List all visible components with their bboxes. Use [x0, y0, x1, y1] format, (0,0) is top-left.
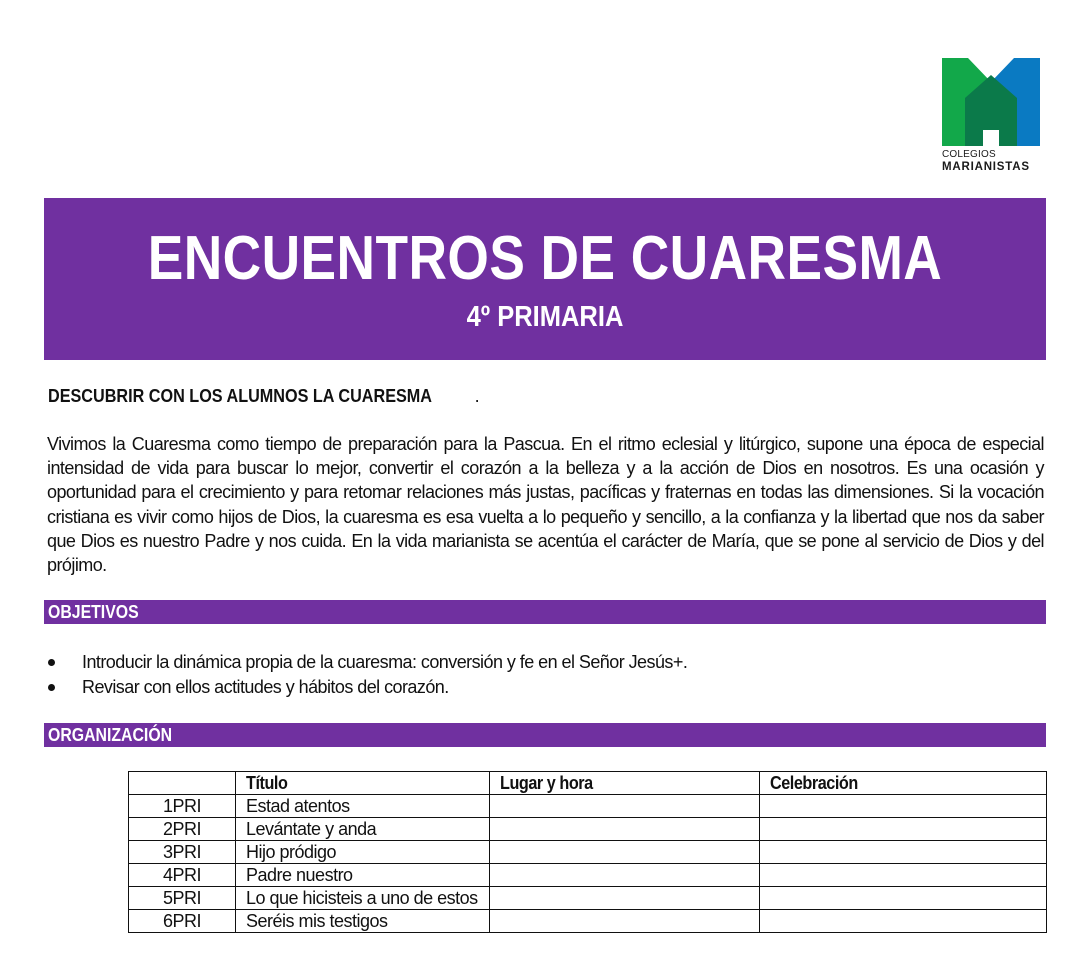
organization-table — [128, 771, 1047, 933]
list-item — [48, 650, 687, 675]
table-cell-celebration[interactable] — [760, 818, 1047, 841]
table-cell-title: Estad atentos — [236, 795, 490, 818]
table-cell-course: 4PRI — [129, 864, 236, 887]
table-cell-place-time[interactable] — [490, 864, 760, 887]
table-cell-title: Seréis mis testigos — [236, 910, 490, 933]
column-header — [129, 772, 236, 795]
colegios-marianistas-logo — [942, 58, 1040, 173]
section-title-organizacion: ORGANIZACIÓN — [48, 725, 173, 745]
list-item — [48, 675, 687, 700]
table-cell-celebration[interactable] — [760, 795, 1047, 818]
intro-heading-suffix: . — [474, 386, 480, 406]
table-row — [129, 841, 1047, 864]
table-row — [129, 864, 1047, 887]
intro-heading — [48, 385, 480, 407]
table-row — [129, 910, 1047, 933]
list-item-text: Revisar con ellos actitudes y hábitos del corazón. — [82, 677, 449, 697]
page-title: ENCUENTROS DE CUARESMA — [147, 224, 943, 293]
section-title-objetivos: OBJETIVOS — [48, 602, 139, 622]
table-cell-title: Padre nuestro — [236, 864, 490, 887]
table-cell-course: 6PRI — [129, 910, 236, 933]
list-item-text: Introducir la dinámica propia de la cuaresma: conversión y fe en el Señor Jesús+. — [82, 652, 688, 672]
table-cell-title: Hijo pródigo — [236, 841, 490, 864]
section-header-organizacion — [44, 723, 1046, 747]
table-cell-place-time[interactable] — [490, 887, 760, 910]
table-cell-title: Levántate y anda — [236, 818, 490, 841]
table-cell-course: 3PRI — [129, 841, 236, 864]
table-cell-course: 2PRI — [129, 818, 236, 841]
intro-heading-text: DESCUBRIR CON LOS ALUMNOS LA CUARESMA — [48, 386, 433, 406]
bullet-icon — [48, 684, 55, 691]
marianistas-m-house-icon — [942, 58, 1040, 146]
logo-line2: MARIANISTAS — [942, 161, 1030, 173]
table-cell-course: 1PRI — [129, 795, 236, 818]
table-cell-place-time[interactable] — [490, 910, 760, 933]
table-row — [129, 818, 1047, 841]
column-header-lugar-hora: Lugar y hora — [490, 772, 760, 795]
table-cell-celebration[interactable] — [760, 864, 1047, 887]
title-banner — [44, 198, 1046, 360]
section-header-objetivos — [44, 600, 1046, 624]
column-header-titulo: Título — [236, 772, 490, 795]
table-cell-celebration[interactable] — [760, 910, 1047, 933]
intro-paragraph: Vivimos la Cuaresma como tiempo de preparación para la Pascua. En el ritmo eclesial y litúrgico, supone una época de especial intensidad de vida para buscar lo mejor, convertir el corazón a la belleza y a la acción de Dios en nosotros. Es una ocasión y oportunidad para el crecimiento y para retomar relaciones más justas, pacíficas y fraternas en todas las dimensiones. Si la vocación cristiana es vivir como hijos de Dios, la cuaresma es esa vuelta a lo pequeño y sencillo, a la confianza y la libertad que nos da saber que Dios es nuestro Padre y nos cuida. En la vida marianista se acentúa el carácter de María, que se pone al servicio de Dios y del prójimo. — [47, 434, 1044, 576]
table-header-row — [129, 772, 1047, 795]
table-row — [129, 887, 1047, 910]
column-header-celebracion: Celebración — [760, 772, 1047, 795]
table-cell-celebration[interactable] — [760, 887, 1047, 910]
table-cell-title: Lo que hicisteis a uno de estos — [236, 887, 490, 910]
bullet-icon — [48, 659, 55, 666]
logo-line1: COLEGIOS — [942, 149, 996, 160]
table-cell-place-time[interactable] — [490, 818, 760, 841]
table-cell-place-time[interactable] — [490, 795, 760, 818]
table-cell-course: 5PRI — [129, 887, 236, 910]
table-row — [129, 795, 1047, 818]
table-cell-celebration[interactable] — [760, 841, 1047, 864]
table-cell-place-time[interactable] — [490, 841, 760, 864]
objectives-list — [48, 650, 687, 700]
page-subtitle: 4º PRIMARIA — [466, 301, 624, 333]
